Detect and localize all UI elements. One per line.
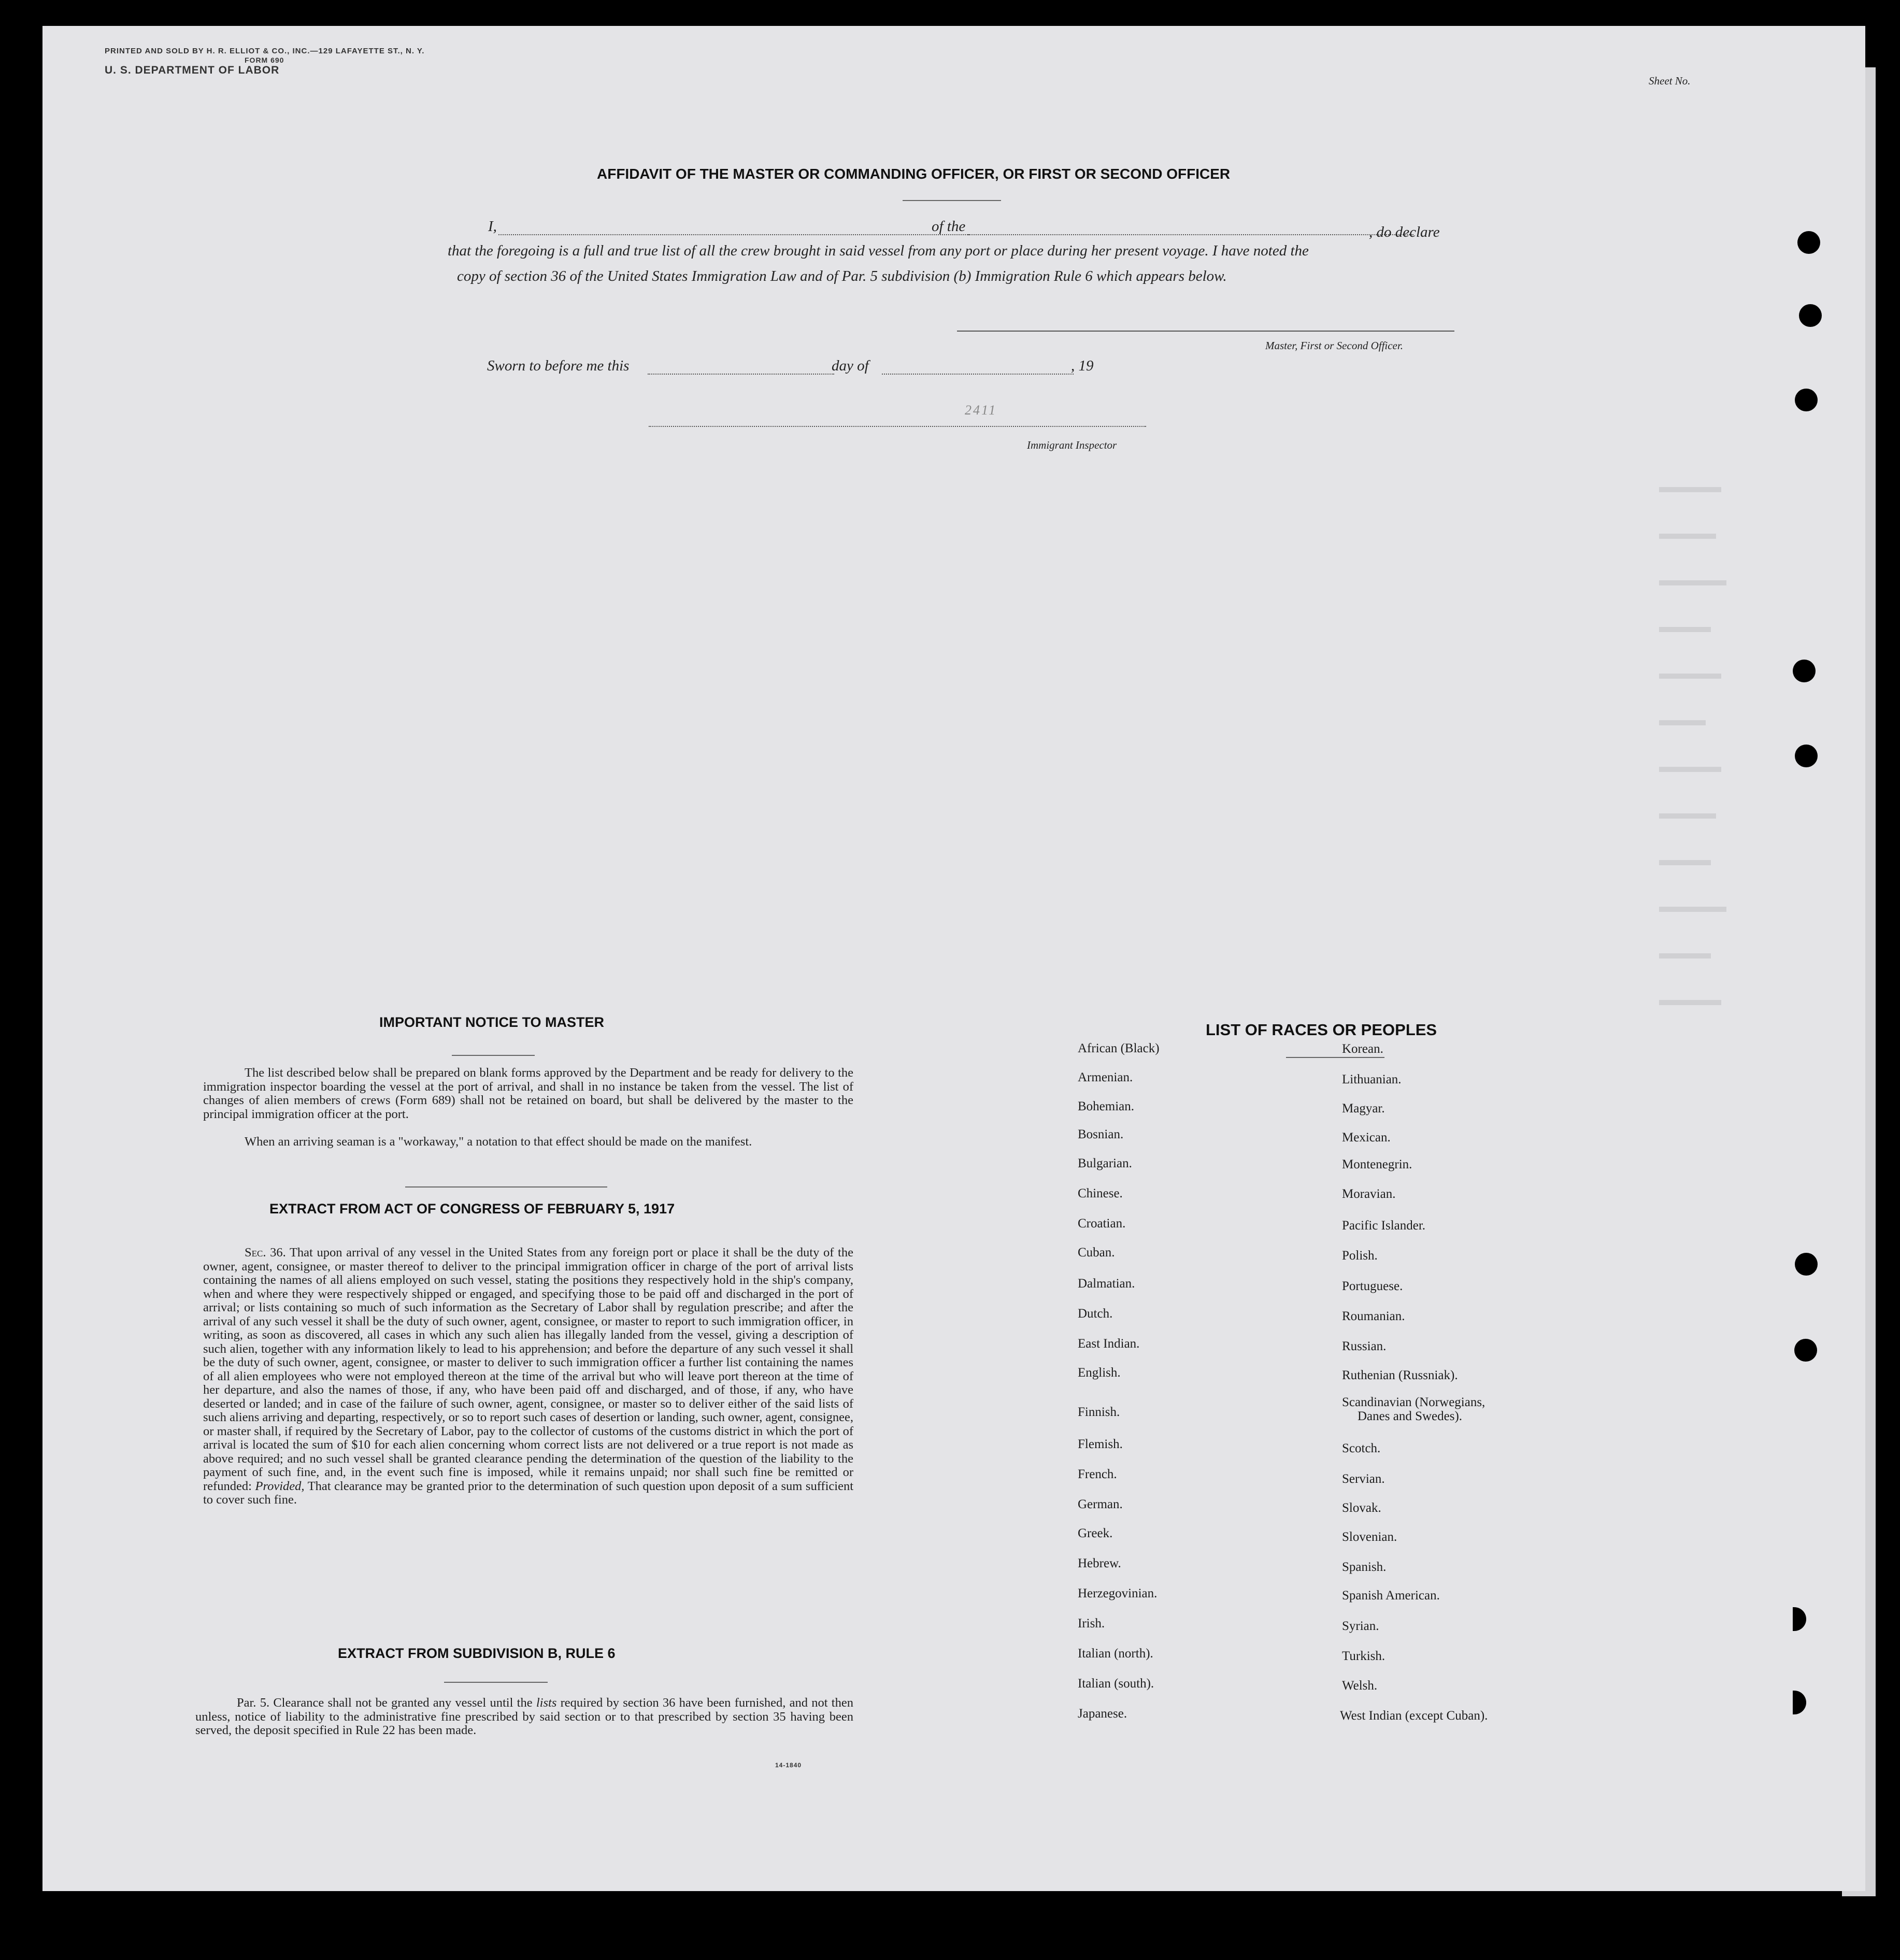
affidavit-line-2: that the foregoing is a full and true list of all the crew brought in said vessel from any port or place during her present voyage. I have noted the <box>448 242 1309 259</box>
vessel-name-field[interactable] <box>968 234 1413 235</box>
section-36-body: That upon arrival of any vessel in the United States from any foreign port or place it shall be the duty of the owner, agent, consignee, or master thereof to deliver to the principal immigration officer in charge of the port of arrival lists containing the names of all aliens employed on such vessel, stating the positions they respectively hold in the ship's company, when and where they were respectively shipped or engaged, and specifying those to be paid off and discharged in the port of arrival; or lists containing so much of such information as the Secretary of Labor shall by regulation prescribe; and after the arrival of any such vessel it shall be the duty of such owner, agent, consignee, or master to report to such immigration officer, in writing, as soon as discovered, all cases in which any such alien has illegally landed from the vessel, giving a description of such alien, together with any information likely to lead to his apprehension; and before the departure of any such vessel it shall be the duty of such owner, agent, consignee, or master to deliver to such immigration officer a further list containing the names of all alien employees who were not employed thereon at the time of the arrival but who will leave port thereon at the time of her departure, and also the names of those, if any, who have been paid off and discharged, and of those, if any, who have deserted or landed; and in case of the failure of such owner, agent, consignee, or master so to deliver either of the said lists of such aliens arriving and departing, respectively, or so to report such cases of desertion or landing, such owner, agent, consignee, or master shall, if required by the Secretary of Labor, pay to the collector of customs of the customs district in which the port of arrival is located the sum of $10 for each alien concerning whom correct lists are not delivered or a true report is not made as above required; and no such vessel shall be granted clearance pending the determination of the question of the liability to the payment of such fine, and, in the event such fine is imposed, while it remains unpaid; nor shall such fine be remitted or refunded: <box>203 1246 853 1493</box>
handwritten-mark: 2411 <box>965 403 997 418</box>
race-item: Italian (north). <box>1078 1647 1153 1661</box>
race-item: Italian (south). <box>1078 1677 1154 1691</box>
race-item: Flemish. <box>1078 1437 1123 1451</box>
race-item: Dutch. <box>1078 1307 1113 1321</box>
sworn-label: Sworn to before me this <box>487 357 630 374</box>
act-extract-title: EXTRACT FROM ACT OF CONGRESS OF FEBRUARY 5, 1917 <box>269 1201 675 1217</box>
race-item: Armenian. <box>1078 1070 1133 1084</box>
affidavit-i-label: I, <box>488 218 497 235</box>
punch-hole <box>1795 389 1818 411</box>
form-number: FORM 690 <box>245 56 284 64</box>
punch-hole <box>1797 231 1820 254</box>
notice-paragraph-1: The list described below shall be prepared on blank forms approved by the Department and be ready for delivery to the immigration inspector boarding the vessel at the port of arrival, and shall in no instance be taken from the vessel. The list of changes of alien members of crews (Form 689) shall not be retained on board, but shall be delivered by the master to the principal immigration officer at the port. <box>203 1066 853 1121</box>
rule-text-part-b: required by section 36 have been furnished, and not then unless, notice of liability to the administrative fine prescribed by said section or to that prescribed by section 35 having been served, the deposit specified in Rule 22 has been made. <box>195 1696 853 1737</box>
race-item: Irish. <box>1078 1616 1105 1630</box>
race-item: Servian. <box>1342 1472 1385 1486</box>
act-extract-text <box>203 1246 853 1507</box>
race-item: Turkish. <box>1342 1649 1385 1663</box>
sworn-month-field[interactable] <box>882 374 1074 375</box>
notice-divider <box>405 1186 607 1188</box>
race-item: Ruthenian (Russniak). <box>1342 1368 1458 1382</box>
rule-extract-divider <box>444 1682 548 1683</box>
race-item: Greek. <box>1078 1526 1113 1540</box>
year-prefix: , 19 <box>1071 357 1094 374</box>
master-signature-caption: Master, First or Second Officer. <box>1265 339 1403 352</box>
race-item: Magyar. <box>1342 1101 1385 1115</box>
notice-paragraph-2: When an arriving seaman is a "workaway," a notation to that effect should be made on the manifest. <box>245 1135 752 1149</box>
affidavit-do-declare: , do declare <box>1369 224 1440 240</box>
race-item: Spanish American. <box>1342 1589 1440 1603</box>
lists-word: lists <box>536 1696 557 1710</box>
race-item: Herzegovinian. <box>1078 1586 1158 1600</box>
race-item: Bosnian. <box>1078 1127 1124 1141</box>
race-item: Moravian. <box>1342 1187 1396 1201</box>
race-item: Chinese. <box>1078 1186 1123 1200</box>
section-label: Sec. 36. <box>245 1246 286 1260</box>
sworn-day-field[interactable] <box>648 374 834 375</box>
punch-hole <box>1795 1253 1818 1276</box>
race-item: Danes and Swedes). <box>1358 1409 1463 1423</box>
race-item: Croatian. <box>1078 1217 1126 1231</box>
race-item: Lithuanian. <box>1342 1072 1402 1086</box>
race-item: Russian. <box>1342 1339 1387 1353</box>
printer-imprint: PRINTED AND SOLD BY H. R. ELLIOT & CO., INC.—129 LAFAYETTE ST., N. Y. <box>105 47 425 55</box>
race-item: East Indian. <box>1078 1337 1140 1351</box>
master-signature-field[interactable] <box>957 331 1454 332</box>
race-item: Bulgarian. <box>1078 1156 1132 1170</box>
race-item: Bohemian. <box>1078 1099 1135 1113</box>
race-item: French. <box>1078 1467 1117 1481</box>
affidavit-of-the-label: of the <box>932 218 966 235</box>
race-item: Hebrew. <box>1078 1556 1121 1570</box>
race-item: Spanish. <box>1342 1560 1387 1574</box>
races-title-rule <box>1286 1057 1384 1058</box>
master-name-field[interactable] <box>498 234 970 235</box>
race-item: Portuguese. <box>1342 1279 1403 1293</box>
sheet-number-label: Sheet No. <box>1649 75 1691 87</box>
print-code: 14-1840 <box>775 1762 802 1769</box>
provided-word: Provided, <box>255 1479 305 1493</box>
race-item: German. <box>1078 1497 1123 1511</box>
rule-extract-title: EXTRACT FROM SUBDIVISION B, RULE 6 <box>338 1646 616 1661</box>
race-item: Welsh. <box>1342 1679 1378 1693</box>
rule-extract-text <box>195 1696 853 1738</box>
punch-hole <box>1794 1339 1817 1362</box>
race-item: Scandinavian (Norwegians, <box>1342 1395 1485 1409</box>
race-item: Cuban. <box>1078 1246 1115 1260</box>
race-item: Polish. <box>1342 1249 1378 1263</box>
section-36-body-end: That clearance may be granted prior to the determination of such question upon deposit of a sum sufficient to cover such fine. <box>203 1479 854 1507</box>
race-item: Pacific Islander. <box>1342 1219 1426 1233</box>
affidavit-title-rule <box>903 200 1001 201</box>
race-item: Scotch. <box>1342 1441 1381 1455</box>
race-item: Slovak. <box>1342 1501 1381 1515</box>
race-item: Roumanian. <box>1342 1309 1405 1323</box>
notice-title: IMPORTANT NOTICE TO MASTER <box>379 1014 604 1030</box>
race-item: Slovenian. <box>1342 1530 1397 1544</box>
department-name: U. S. DEPARTMENT OF LABOR <box>105 64 280 76</box>
affidavit-title: AFFIDAVIT OF THE MASTER OR COMMANDING OFFICER, OR FIRST OR SECOND OFFICER <box>597 166 1231 182</box>
race-item: Finnish. <box>1078 1405 1120 1419</box>
bleed-through-marks <box>156 176 1815 1057</box>
race-item: Korean. <box>1342 1042 1383 1056</box>
race-item: Dalmatian. <box>1078 1277 1135 1291</box>
punch-hole <box>1799 304 1822 327</box>
affidavit-line-3: copy of section 36 of the United States Immigration Law and of Par. 5 subdivision (b) Immigration Rule 6 which appears below. <box>457 268 1227 284</box>
manifest-sheet <box>42 26 1865 1891</box>
punch-hole <box>1795 745 1818 767</box>
race-item: Syrian. <box>1342 1619 1379 1633</box>
race-item: Montenegrin. <box>1342 1157 1412 1171</box>
day-of-label: day of <box>832 357 869 374</box>
race-item: English. <box>1078 1366 1121 1380</box>
race-item: Mexican. <box>1342 1131 1391 1144</box>
inspector-signature-field[interactable] <box>649 426 1146 427</box>
punch-hole <box>1793 660 1816 682</box>
inspector-caption: Immigrant Inspector <box>1027 439 1117 451</box>
notice-title-rule <box>452 1055 535 1056</box>
race-item: African (Black) <box>1078 1041 1160 1055</box>
race-item: West Indian (except Cuban). <box>1340 1709 1488 1723</box>
race-item: Japanese. <box>1078 1707 1127 1721</box>
rule-text-part-a: Par. 5. Clearance shall not be granted any vessel until the <box>237 1696 533 1710</box>
races-title: LIST OF RACES OR PEOPLES <box>1206 1021 1437 1039</box>
